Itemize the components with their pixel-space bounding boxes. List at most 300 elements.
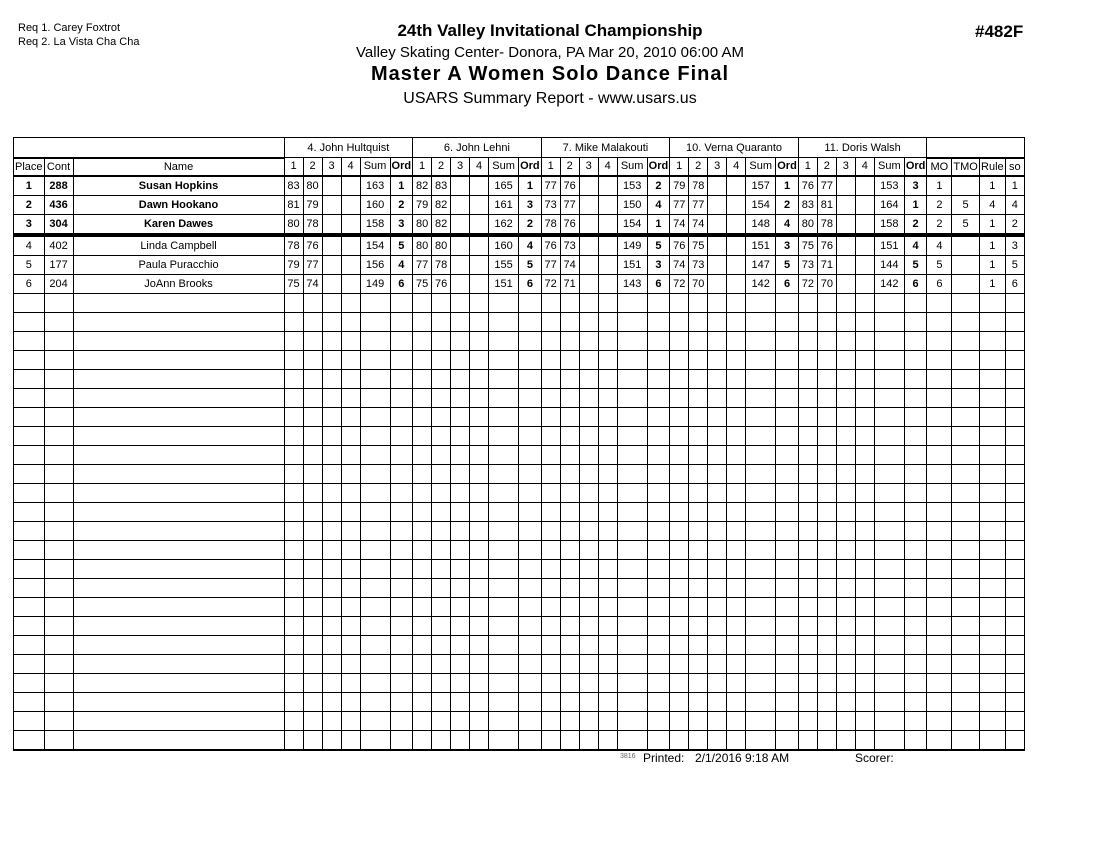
score-cell bbox=[284, 426, 303, 445]
tmo-cell bbox=[952, 483, 979, 502]
ordinal-cell: 4 bbox=[519, 235, 542, 256]
empty-row bbox=[14, 635, 1025, 654]
score-cell bbox=[322, 597, 341, 616]
score-cell bbox=[341, 293, 360, 312]
score-cell bbox=[855, 559, 874, 578]
score-cell bbox=[541, 521, 560, 540]
sum-cell: 158 bbox=[360, 214, 390, 235]
ordinal-cell: 6 bbox=[390, 274, 413, 293]
col-header-2: 2 bbox=[689, 158, 708, 176]
score-cell bbox=[432, 464, 451, 483]
score-cell bbox=[855, 502, 874, 521]
score-cell: 76 bbox=[560, 176, 579, 196]
score-cell bbox=[817, 312, 836, 331]
col-header-1: 1 bbox=[670, 158, 689, 176]
sum-cell bbox=[874, 369, 904, 388]
skater-name: JoAnn Brooks bbox=[73, 274, 284, 293]
empty-row bbox=[14, 654, 1025, 673]
so-cell bbox=[1005, 540, 1024, 559]
contestant-number bbox=[44, 616, 73, 635]
score-cell bbox=[855, 369, 874, 388]
empty-row bbox=[14, 502, 1025, 521]
result-row bbox=[14, 274, 1025, 293]
ordinal-cell bbox=[390, 445, 413, 464]
rule-cell bbox=[979, 312, 1005, 331]
ordinal-cell bbox=[390, 407, 413, 426]
score-cell bbox=[670, 540, 689, 559]
score-cell bbox=[855, 331, 874, 350]
score-cell bbox=[855, 597, 874, 616]
score-cell bbox=[470, 445, 489, 464]
score-cell bbox=[303, 483, 322, 502]
score-cell bbox=[670, 350, 689, 369]
score-cell bbox=[560, 521, 579, 540]
col-header-place: Place bbox=[14, 158, 45, 176]
score-cell bbox=[470, 616, 489, 635]
sum-cell bbox=[489, 407, 519, 426]
score-cell bbox=[689, 616, 708, 635]
mo-cell: 2 bbox=[927, 214, 952, 235]
score-cell bbox=[451, 445, 470, 464]
score-cell bbox=[798, 673, 817, 692]
score-cell bbox=[836, 578, 855, 597]
score-cell bbox=[322, 195, 341, 214]
score-cell bbox=[670, 331, 689, 350]
score-cell bbox=[598, 578, 617, 597]
score-cell bbox=[341, 388, 360, 407]
empty-row bbox=[14, 730, 1025, 750]
ordinal-cell: 6 bbox=[647, 274, 670, 293]
score-cell bbox=[670, 483, 689, 502]
sum-cell bbox=[746, 578, 776, 597]
score-cell bbox=[470, 464, 489, 483]
score-cell bbox=[413, 521, 432, 540]
version-stamp: 3816 bbox=[620, 753, 636, 760]
score-cell bbox=[708, 445, 727, 464]
tmo-cell bbox=[952, 331, 979, 350]
col-header-ord: Ord bbox=[390, 158, 413, 176]
score-cell bbox=[560, 730, 579, 750]
score-cell bbox=[598, 464, 617, 483]
score-cell bbox=[598, 711, 617, 730]
score-cell bbox=[598, 502, 617, 521]
ordinal-cell bbox=[390, 692, 413, 711]
skater-name bbox=[73, 483, 284, 502]
tmo-cell bbox=[952, 176, 979, 196]
so-cell: 4 bbox=[1005, 195, 1024, 214]
score-cell bbox=[560, 540, 579, 559]
score-cell: 80 bbox=[413, 214, 432, 235]
score-cell bbox=[579, 369, 598, 388]
score-cell bbox=[727, 426, 746, 445]
ordinal-cell: 3 bbox=[647, 255, 670, 274]
rule-cell bbox=[979, 502, 1005, 521]
score-cell bbox=[598, 654, 617, 673]
score-cell bbox=[541, 426, 560, 445]
sum-cell bbox=[360, 540, 390, 559]
score-cell bbox=[322, 274, 341, 293]
contestant-number bbox=[44, 502, 73, 521]
sum-cell bbox=[617, 540, 647, 559]
empty-row bbox=[14, 369, 1025, 388]
score-cell: 82 bbox=[432, 195, 451, 214]
skater-name bbox=[73, 654, 284, 673]
score-cell bbox=[855, 654, 874, 673]
score-cell bbox=[727, 635, 746, 654]
score-cell bbox=[798, 445, 817, 464]
score-cell bbox=[432, 597, 451, 616]
sum-cell bbox=[746, 331, 776, 350]
skater-name bbox=[73, 312, 284, 331]
ordinal-cell bbox=[776, 502, 799, 521]
score-cell bbox=[541, 293, 560, 312]
score-cell bbox=[413, 654, 432, 673]
sum-cell bbox=[360, 464, 390, 483]
score-cell bbox=[470, 176, 489, 196]
ordinal-cell bbox=[519, 293, 542, 312]
contestant-number bbox=[44, 559, 73, 578]
ordinal-cell: 3 bbox=[904, 176, 927, 196]
score-cell bbox=[670, 312, 689, 331]
ordinal-cell bbox=[776, 711, 799, 730]
score-cell bbox=[598, 331, 617, 350]
score-cell bbox=[727, 255, 746, 274]
score-cell: 74 bbox=[670, 214, 689, 235]
score-cell bbox=[341, 597, 360, 616]
mo-cell bbox=[927, 445, 952, 464]
mo-cell bbox=[927, 293, 952, 312]
mo-cell bbox=[927, 502, 952, 521]
score-cell: 73 bbox=[541, 195, 560, 214]
score-cell bbox=[670, 426, 689, 445]
score-cell bbox=[855, 578, 874, 597]
mo-cell bbox=[927, 559, 952, 578]
rule-cell bbox=[979, 407, 1005, 426]
rule-cell bbox=[979, 711, 1005, 730]
sum-cell bbox=[874, 540, 904, 559]
so-cell: 2 bbox=[1005, 214, 1024, 235]
score-cell bbox=[817, 578, 836, 597]
place-cell: 5 bbox=[14, 255, 45, 274]
score-cell bbox=[432, 559, 451, 578]
sum-cell bbox=[874, 350, 904, 369]
score-cell bbox=[303, 540, 322, 559]
score-cell: 76 bbox=[670, 235, 689, 256]
ordinal-cell bbox=[647, 711, 670, 730]
score-cell bbox=[855, 521, 874, 540]
sum-cell bbox=[746, 730, 776, 750]
score-cell bbox=[817, 388, 836, 407]
sum-cell bbox=[360, 483, 390, 502]
ordinal-cell: 6 bbox=[519, 274, 542, 293]
score-cell bbox=[541, 597, 560, 616]
ordinal-cell bbox=[904, 312, 927, 331]
score-cell: 76 bbox=[560, 214, 579, 235]
score-cell: 76 bbox=[817, 235, 836, 256]
score-cell bbox=[341, 654, 360, 673]
score-cell bbox=[689, 464, 708, 483]
score-cell bbox=[432, 654, 451, 673]
score-cell: 80 bbox=[284, 214, 303, 235]
score-cell bbox=[579, 235, 598, 256]
sum-cell bbox=[746, 388, 776, 407]
score-cell bbox=[579, 274, 598, 293]
judge-header-3: 7. Mike Malakouti bbox=[541, 138, 670, 158]
score-cell bbox=[836, 692, 855, 711]
score-cell bbox=[855, 214, 874, 235]
score-cell bbox=[727, 502, 746, 521]
score-cell bbox=[322, 235, 341, 256]
skater-name bbox=[73, 388, 284, 407]
sum-cell bbox=[489, 711, 519, 730]
ordinal-cell bbox=[904, 597, 927, 616]
score-cell bbox=[322, 521, 341, 540]
score-cell bbox=[836, 235, 855, 256]
score-cell bbox=[689, 521, 708, 540]
sum-cell bbox=[874, 559, 904, 578]
ordinal-cell bbox=[390, 540, 413, 559]
score-cell bbox=[284, 293, 303, 312]
results-table bbox=[13, 137, 1025, 751]
ordinal-cell bbox=[647, 464, 670, 483]
ordinal-cell: 1 bbox=[647, 214, 670, 235]
sum-cell bbox=[874, 331, 904, 350]
score-cell bbox=[836, 730, 855, 750]
score-cell bbox=[708, 483, 727, 502]
score-cell bbox=[798, 407, 817, 426]
so-cell bbox=[1005, 635, 1024, 654]
ordinal-cell bbox=[390, 635, 413, 654]
score-cell: 73 bbox=[689, 255, 708, 274]
score-cell bbox=[670, 654, 689, 673]
place-cell bbox=[14, 730, 45, 750]
score-cell bbox=[798, 730, 817, 750]
sum-cell bbox=[360, 616, 390, 635]
score-cell bbox=[855, 540, 874, 559]
ordinal-cell bbox=[647, 445, 670, 464]
score-cell bbox=[413, 483, 432, 502]
ordinal-cell bbox=[904, 293, 927, 312]
ordinal-cell bbox=[519, 483, 542, 502]
venue-date-line: Valley Skating Center- Donora, PA Mar 20, 2010 06:00 AM bbox=[356, 44, 744, 61]
sum-cell bbox=[617, 654, 647, 673]
score-cell bbox=[708, 711, 727, 730]
mo-cell bbox=[927, 654, 952, 673]
sum-cell bbox=[874, 673, 904, 692]
score-cell bbox=[322, 255, 341, 274]
score-cell bbox=[817, 616, 836, 635]
ordinal-cell bbox=[519, 559, 542, 578]
mo-cell bbox=[927, 312, 952, 331]
skater-name bbox=[73, 331, 284, 350]
ordinal-cell: 2 bbox=[904, 214, 927, 235]
score-cell bbox=[689, 312, 708, 331]
sum-cell bbox=[489, 483, 519, 502]
col-header-3: 3 bbox=[579, 158, 598, 176]
place-cell bbox=[14, 293, 45, 312]
score-cell: 83 bbox=[432, 176, 451, 196]
contestant-number bbox=[44, 673, 73, 692]
place-cell: 3 bbox=[14, 214, 45, 235]
score-cell bbox=[855, 483, 874, 502]
sum-cell bbox=[360, 369, 390, 388]
ordinal-cell bbox=[904, 407, 927, 426]
score-cell bbox=[708, 616, 727, 635]
score-cell bbox=[341, 540, 360, 559]
sum-cell bbox=[489, 692, 519, 711]
col-header-tmo: TMO bbox=[952, 158, 979, 176]
score-cell bbox=[284, 464, 303, 483]
score-cell bbox=[451, 293, 470, 312]
score-cell bbox=[817, 502, 836, 521]
score-cell bbox=[541, 730, 560, 750]
score-cell bbox=[322, 578, 341, 597]
skater-name: Karen Dawes bbox=[73, 214, 284, 235]
event-title: Master A Women Solo Dance Final bbox=[370, 63, 730, 85]
sum-cell bbox=[874, 464, 904, 483]
score-cell bbox=[670, 673, 689, 692]
result-row bbox=[14, 235, 1025, 256]
sum-cell: 143 bbox=[617, 274, 647, 293]
score-cell bbox=[689, 673, 708, 692]
empty-row bbox=[14, 331, 1025, 350]
score-cell: 77 bbox=[560, 195, 579, 214]
score-cell bbox=[284, 578, 303, 597]
score-cell bbox=[413, 293, 432, 312]
score-cell bbox=[727, 559, 746, 578]
ordinal-cell: 3 bbox=[519, 195, 542, 214]
tmo-cell bbox=[952, 464, 979, 483]
ordinal-cell bbox=[519, 502, 542, 521]
so-cell bbox=[1005, 312, 1024, 331]
col-header-4: 4 bbox=[341, 158, 360, 176]
score-cell: 74 bbox=[303, 274, 322, 293]
rule-cell: 4 bbox=[979, 195, 1005, 214]
rule-cell bbox=[979, 369, 1005, 388]
score-cell: 75 bbox=[689, 235, 708, 256]
empty-row bbox=[14, 521, 1025, 540]
score-cell bbox=[798, 635, 817, 654]
contestant-number: 288 bbox=[44, 176, 73, 196]
col-header-1: 1 bbox=[798, 158, 817, 176]
score-cell bbox=[322, 483, 341, 502]
ordinal-cell bbox=[519, 350, 542, 369]
score-cell bbox=[303, 331, 322, 350]
score-cell bbox=[341, 369, 360, 388]
score-cell bbox=[560, 502, 579, 521]
score-cell bbox=[727, 350, 746, 369]
sum-cell bbox=[489, 635, 519, 654]
score-cell bbox=[708, 235, 727, 256]
score-cell bbox=[708, 673, 727, 692]
tmo-cell bbox=[952, 274, 979, 293]
ordinal-cell bbox=[519, 521, 542, 540]
score-cell bbox=[432, 578, 451, 597]
score-cell bbox=[598, 255, 617, 274]
score-cell bbox=[708, 407, 727, 426]
tmo-cell bbox=[952, 426, 979, 445]
place-cell bbox=[14, 559, 45, 578]
score-cell bbox=[579, 597, 598, 616]
championship-title: 24th Valley Invitational Championship bbox=[397, 21, 703, 40]
place-cell: 4 bbox=[14, 235, 45, 256]
skater-name bbox=[73, 597, 284, 616]
score-cell: 80 bbox=[413, 235, 432, 256]
score-cell bbox=[708, 312, 727, 331]
rule-cell bbox=[979, 293, 1005, 312]
score-cell bbox=[708, 730, 727, 750]
score-cell bbox=[689, 483, 708, 502]
score-cell bbox=[817, 445, 836, 464]
score-cell bbox=[727, 692, 746, 711]
empty-row bbox=[14, 559, 1025, 578]
score-cell bbox=[541, 673, 560, 692]
score-cell bbox=[689, 635, 708, 654]
score-cell: 77 bbox=[817, 176, 836, 196]
score-cell bbox=[413, 616, 432, 635]
score-cell bbox=[322, 616, 341, 635]
score-cell: 78 bbox=[432, 255, 451, 274]
sum-cell bbox=[360, 426, 390, 445]
rule-cell bbox=[979, 445, 1005, 464]
score-cell bbox=[341, 214, 360, 235]
rule-cell bbox=[979, 426, 1005, 445]
score-cell bbox=[303, 445, 322, 464]
score-cell bbox=[598, 597, 617, 616]
sum-cell bbox=[360, 407, 390, 426]
score-cell: 70 bbox=[689, 274, 708, 293]
contestant-number bbox=[44, 369, 73, 388]
score-cell: 81 bbox=[284, 195, 303, 214]
ordinal-cell bbox=[776, 464, 799, 483]
ordinal-cell bbox=[519, 445, 542, 464]
score-cell bbox=[341, 730, 360, 750]
ordinal-cell: 5 bbox=[390, 235, 413, 256]
sum-cell bbox=[746, 521, 776, 540]
rule-cell bbox=[979, 578, 1005, 597]
empty-row bbox=[14, 445, 1025, 464]
place-cell bbox=[14, 445, 45, 464]
score-cell bbox=[341, 692, 360, 711]
ordinal-cell bbox=[390, 483, 413, 502]
sum-cell bbox=[617, 464, 647, 483]
mo-cell: 1 bbox=[927, 176, 952, 196]
score-cell bbox=[470, 369, 489, 388]
sum-cell bbox=[489, 350, 519, 369]
score-cell bbox=[798, 426, 817, 445]
contestant-number bbox=[44, 388, 73, 407]
skater-name bbox=[73, 540, 284, 559]
skater-name bbox=[73, 426, 284, 445]
score-cell bbox=[708, 350, 727, 369]
score-cell bbox=[541, 559, 560, 578]
sum-cell bbox=[360, 578, 390, 597]
ordinal-cell: 5 bbox=[519, 255, 542, 274]
col-header-4: 4 bbox=[470, 158, 489, 176]
score-cell bbox=[303, 673, 322, 692]
score-cell bbox=[798, 388, 817, 407]
ordinal-cell bbox=[647, 692, 670, 711]
ordinal-cell: 6 bbox=[776, 274, 799, 293]
rule-cell: 1 bbox=[979, 274, 1005, 293]
mo-cell bbox=[927, 464, 952, 483]
so-cell bbox=[1005, 331, 1024, 350]
score-cell bbox=[451, 331, 470, 350]
col-header-1: 1 bbox=[284, 158, 303, 176]
score-cell bbox=[413, 540, 432, 559]
skater-name bbox=[73, 635, 284, 654]
score-cell bbox=[855, 176, 874, 196]
